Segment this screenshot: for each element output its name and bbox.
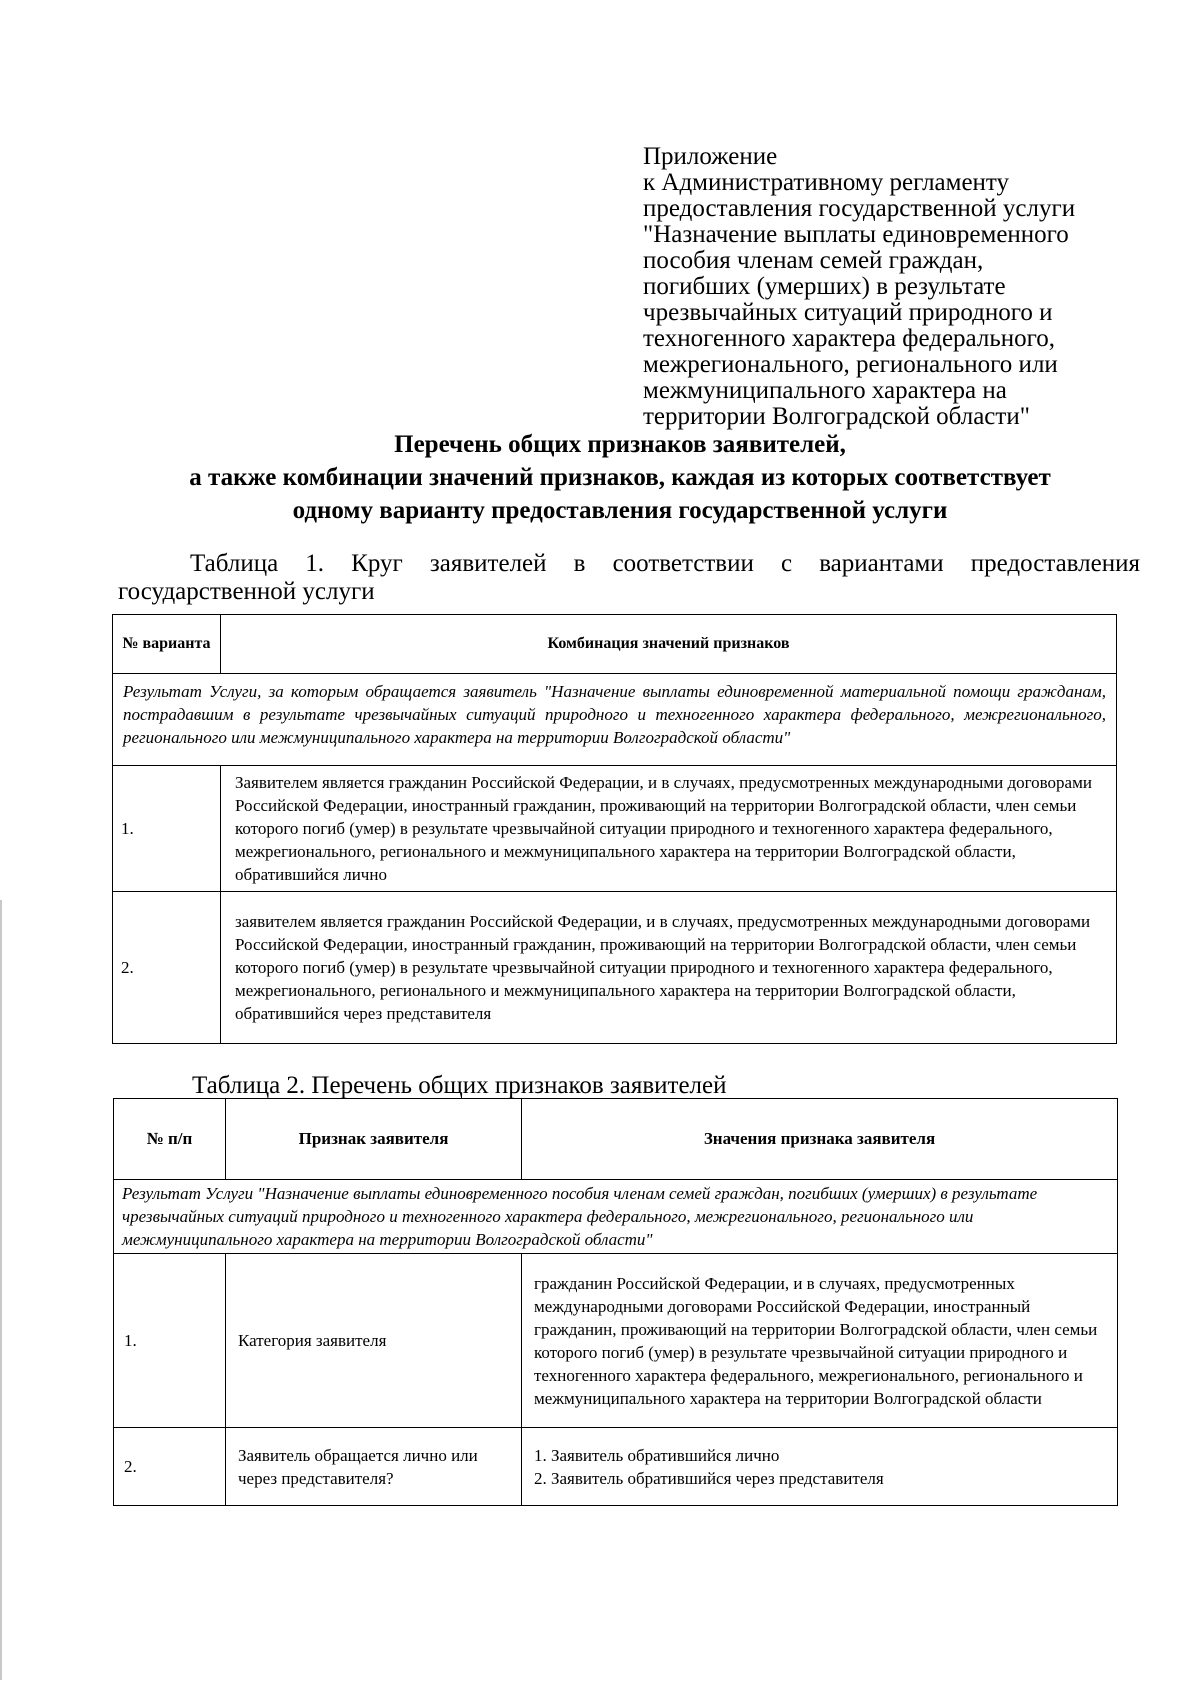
table1-caption: Таблица 1. Круг заявителей в соответствии с вариантами предоставления государственной услуги xyxy=(118,550,1140,605)
table-row xyxy=(113,766,1117,892)
appendix-line: "Назначение выплаты единовременного xyxy=(643,221,1069,248)
appendix-line: чрезвычайных ситуаций природного и xyxy=(643,299,1053,326)
table-row xyxy=(114,1428,1118,1506)
appendix-line: межрегионального, регионального или xyxy=(643,351,1058,378)
table1-header-row xyxy=(113,615,1117,674)
table1-result-row xyxy=(113,674,1117,766)
heading-line-1: Перечень общих признаков заявителей, xyxy=(394,431,846,458)
table2-applicant-attributes xyxy=(113,1098,1118,1506)
table2-col-values: Значения признака заявителя xyxy=(522,1099,1118,1180)
appendix-line: техногенного характера федерального, xyxy=(643,325,1056,352)
table1-applicant-variants xyxy=(112,614,1117,1044)
appendix-line: пособия членам семей граждан, xyxy=(643,247,984,274)
table2-header-row xyxy=(114,1099,1118,1180)
appendix-block xyxy=(643,144,1183,430)
heading-line-2: а также комбинации значений признаков, каждая из которых соответствует xyxy=(189,464,1051,491)
table2-result-row xyxy=(114,1180,1118,1254)
table2-row-attribute: Категория заявителя xyxy=(226,1254,522,1428)
table2-row-values: гражданин Российской Федерации, и в случаях, предусмотренных международными договорами Российской Федерации, иностранный гражданин, проживающий на территории Волгоградской области, член семьи которого погиб (умер) в результате чрезвычайной ситуации природного и техногенного характера федерального, межрегионального, регионального и межмуниципального характера на территории Волгоградской области xyxy=(522,1254,1118,1428)
heading-line-3: одному варианту предоставления государственной услуги xyxy=(292,497,948,524)
table1-col-combination: Комбинация значений признаков xyxy=(221,615,1117,674)
appendix-line: территории Волгоградской области" xyxy=(643,403,1030,430)
table2-row-values xyxy=(522,1428,1118,1506)
appendix-line: предоставления государственной услуги xyxy=(643,195,1076,222)
appendix-line: погибших (умерших) в результате xyxy=(643,273,1006,300)
table1-col-variant-number: № варианта xyxy=(113,615,221,674)
table1-row-text: заявителем является гражданин Российской Федерации, и в случаях, предусмотренных международными договорами Российской Федерации, иностранный гражданин, проживающий на территории Волгоградской области, член семьи которого погиб (умер) в результате чрезвычайной ситуации природного и техногенного характера федерального, межрегионального, регионального и межмуниципального характера на территории Волгоградской области, обратившийся через представителя xyxy=(221,892,1117,1044)
appendix-line: Приложение xyxy=(643,143,778,170)
table2-caption: Таблица 2. Перечень общих признаков заявителей xyxy=(192,1072,727,1099)
table2-result-text: Результат Услуги "Назначение выплаты единовременного пособия членам семей граждан, погибших (умерших) в результате чрезвычайных ситуаций природного и техногенного характера федерального, межрегионального, регионального или межмуниципального характера на территории Волгоградской области" xyxy=(114,1180,1118,1254)
table1-row-number: 1. xyxy=(113,766,221,892)
table-row xyxy=(113,892,1117,1044)
table2-row-number: 1. xyxy=(114,1254,226,1428)
scan-edge-mark xyxy=(0,900,2,1680)
table2-row-number: 2. xyxy=(114,1428,226,1506)
document-heading xyxy=(100,428,1140,527)
appendix-line: к Административному регламенту xyxy=(643,169,1010,196)
table-row xyxy=(114,1254,1118,1428)
table2-row-attribute: Заявитель обращается лично или через представителя? xyxy=(226,1428,522,1506)
table2-col-attribute: Признак заявителя xyxy=(226,1099,522,1180)
table1-row-number: 2. xyxy=(113,892,221,1044)
table1-row-text: Заявителем является гражданин Российской Федерации, и в случаях, предусмотренных международными договорами Российской Федерации, иностранный гражданин, проживающий на территории Волгоградской области, член семьи которого погиб (умер) в результате чрезвычайной ситуации природного и техногенного характера федерального, межрегионального, регионального и межмуниципального характера на территории Волгоградской области, обратившийся лично xyxy=(221,766,1117,892)
appendix-line: межмуниципального характера на xyxy=(643,377,1007,404)
table1-result-text: Результат Услуги, за которым обращается заявитель "Назначение выплаты единовременной материальной помощи гражданам, пострадавшим в результате чрезвычайных ситуаций природного и техногенного характера федерального, межрегионального, регионального или межмуниципального характера на территории Волгоградской области" xyxy=(113,674,1117,766)
table2-value-option: 2. Заявитель обратившийся через представителя xyxy=(534,1468,884,1488)
table2-col-number: № п/п xyxy=(114,1099,226,1180)
table2-value-option: 1. Заявитель обратившийся лично xyxy=(534,1445,780,1465)
